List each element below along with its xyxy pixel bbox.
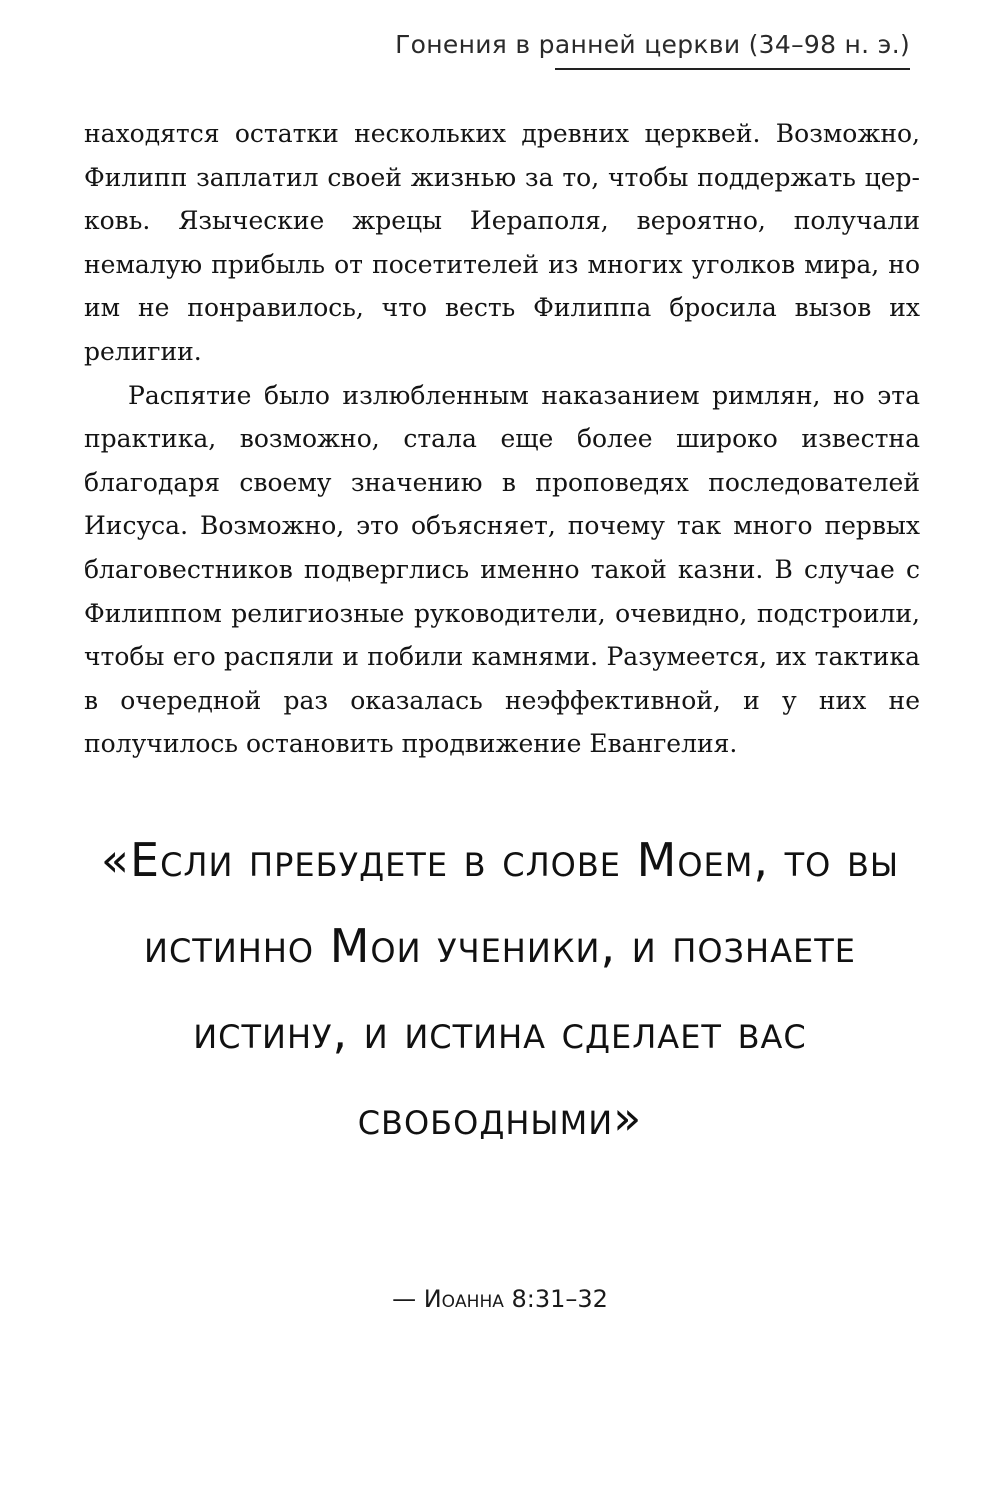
pull-quote: «Если пребудете в слове Моем, то вы истинно Мои ученики, и познаете истину, и истина сделает вас свободными» bbox=[100, 833, 900, 1145]
paragraph-1: находятся остатки нескольких древних церквей. Возможно, Филипп заплатил своей жизнью за то, чтобы поддержать церковь. Языческие жрецы Иераполя, вероятно, получали немалую прибыль от посетителей из многих уголков мира, но им не понравилось, что весть Филиппа бросила вызов их религии. bbox=[84, 119, 920, 366]
body-text bbox=[84, 112, 920, 766]
quote-citation: — Иоанна 8:31–32 bbox=[392, 1285, 608, 1313]
header-rule bbox=[555, 68, 910, 70]
running-header: Гонения в ранней церкви (34–98 н. э.) bbox=[395, 30, 910, 59]
paragraph-2: Распятие было излюбленным наказанием римлян, но эта практика, возможно, стала еще более широко известна благодаря своему значению в проповедях последователей Иисуса. Возможно, это объясняет, почему так много первых благовестников подверглись именно такой казни. В случае с Филиппом религиозные руководители, очевидно, подстроили, чтобы его распяли и побили камнями. Разумеется, их тактика в очередной раз оказалась неэффективной, и у них не получилось остановить продвижение Евангелия. bbox=[84, 380, 920, 759]
